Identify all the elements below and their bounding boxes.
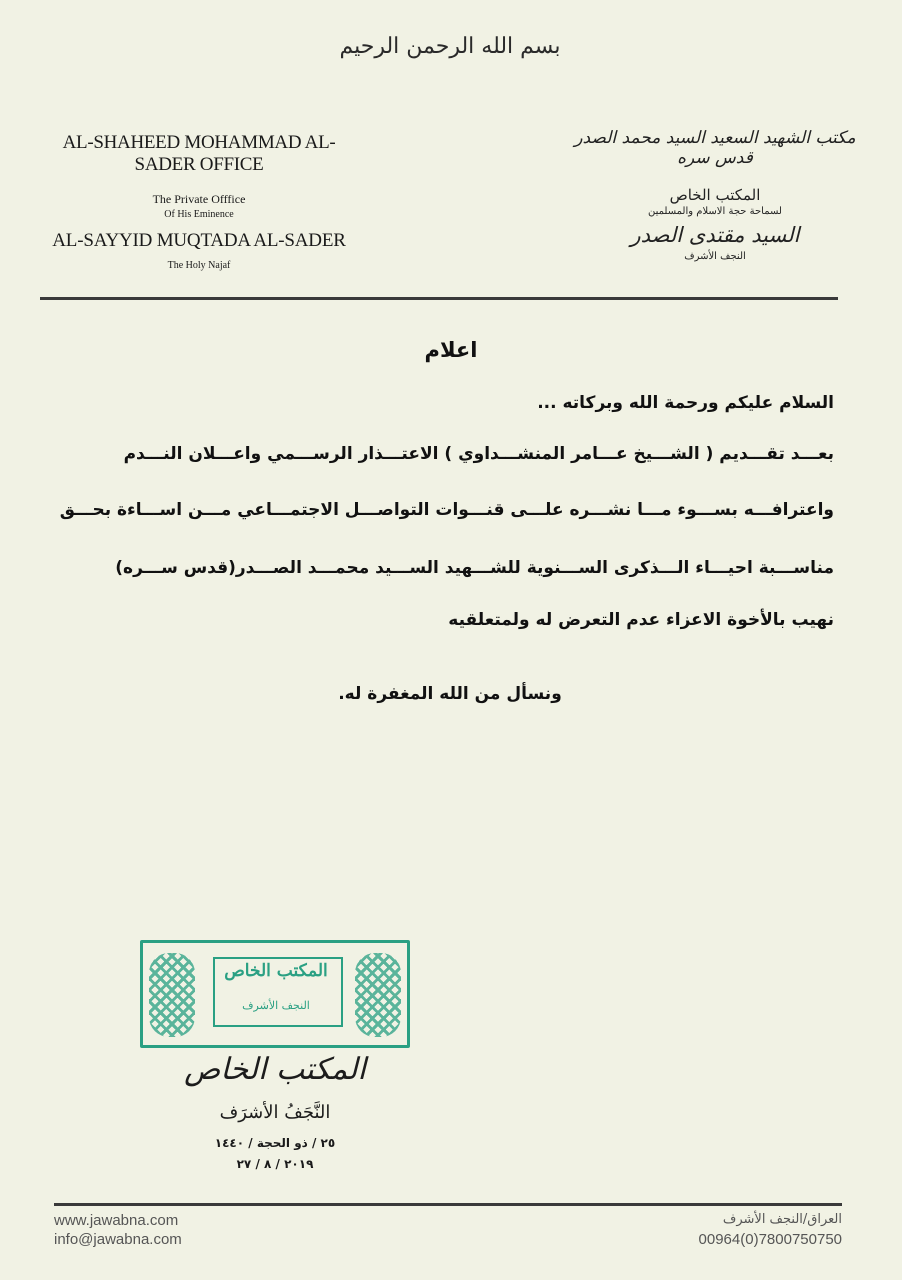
body-line-4: نهيب بالأخوة الاعزاء عدم التعرض له ولمتعلقيه (448, 610, 834, 630)
city-en: The Holy Najaf (167, 260, 231, 271)
closing-line: ونسأل من الله المغفرة له. (338, 684, 562, 704)
footer-location: العراق/النجف الأشرف (722, 1212, 842, 1227)
office-name-en: AL-SHAHEED MOHAMMAD AL-SADER OFFICE (62, 132, 336, 175)
website-link[interactable]: www.jawabna.com (54, 1212, 179, 1229)
greeting-line: السلام عليكم ورحمة الله وبركاته ... (537, 393, 834, 413)
header-divider (40, 297, 838, 300)
black-stamp-city: النَّجَفُ الأشرَف (219, 1102, 331, 1123)
private-office-ar: المكتب الخاص (669, 186, 761, 204)
office-name-ar: مكتب الشهيد السعيد السيد محمد الصدر قدس سره (574, 128, 856, 168)
stamp-office-text: المكتب الخاص (224, 961, 328, 981)
body-line-1: بعـــد تقـــديم ( الشـــيخ عـــامر المنشـــداوي ) الاعتـــذار الرســـمي واعـــلان النـــدم (123, 444, 834, 464)
sayyid-name-ar: السيد مقتدى الصدر (630, 223, 800, 247)
body-line-2: واعترافـــه بســـوء مـــا نشـــره علـــى قنـــوات التواصـــل الاجتمـــاعي مـــن اســـاءة بحـــق (59, 500, 834, 520)
private-office-en: The Private Offfice (152, 192, 246, 206)
green-office-stamp (140, 940, 410, 1048)
email-link[interactable]: info@jawabna.com (54, 1231, 182, 1248)
stamp-ornament-right (355, 953, 401, 1037)
of-eminence-en: Of His Eminence (164, 209, 234, 220)
gregorian-date: ٢٠١٩ / ٨ / ٢٧ (236, 1157, 314, 1171)
basmala-heading: بسم الله الرحمن الرحيم (339, 34, 561, 59)
body-line-3: مناســـبة احيـــاء الـــذكرى الســـنوية للشـــهيد الســـيد محمـــد الصـــدر(قدس ســـره) (115, 558, 834, 578)
for-leader-ar: لسماحة حجة الاسلام والمسلمين (648, 206, 782, 217)
stamp-city-text: النجف الأشرف (242, 999, 310, 1012)
english-letterhead (40, 132, 358, 271)
footer-phone: 00964(0)7800750750 (698, 1231, 842, 1248)
document-title: اعلام (424, 338, 478, 362)
sayyid-name-en: AL-SAYYID MUQTADA AL-SADER (52, 230, 346, 251)
stamp-ornament-left (149, 953, 195, 1037)
city-ar: النجف الأشرف (684, 251, 746, 262)
hijri-date: ٢٥ / ذو الحجة / ١٤٤٠ (214, 1136, 336, 1150)
black-stamp-office: المكتب الخاص (184, 1052, 366, 1087)
footer-divider (54, 1203, 842, 1206)
arabic-letterhead (560, 128, 870, 262)
